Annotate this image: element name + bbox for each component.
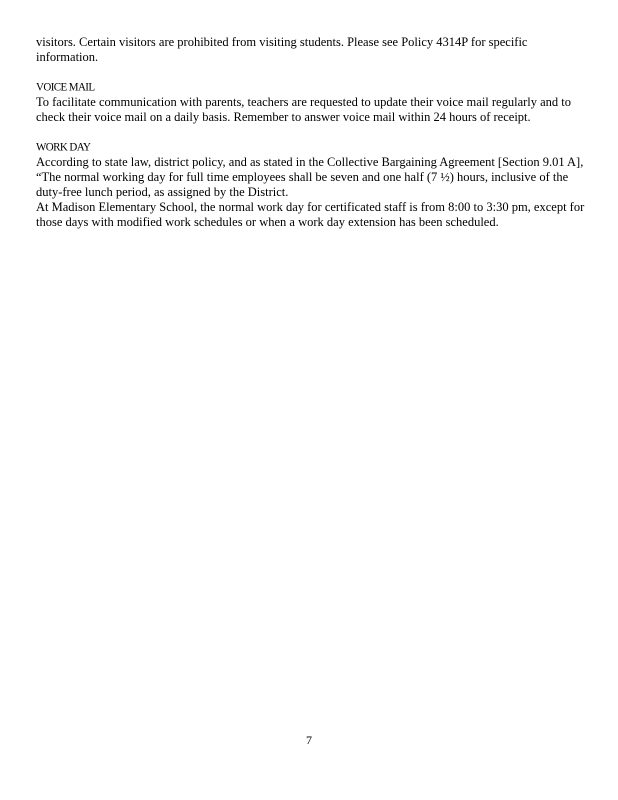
work-day-paragraph-1: According to state law, district policy, and as stated in the Collective Bargaining Agreement [Section 9.01 A], “The normal working day for full time employees shall be seven and one half (7 ½) hours, inclusive of the duty-free lunch period, as assigned by the District. [36, 155, 584, 199]
paragraph-spacer [36, 65, 592, 80]
paragraph-spacer [36, 125, 592, 140]
page-content [36, 35, 592, 230]
work-day-heading: WORK DAY [36, 141, 91, 154]
voice-mail-heading: VOICE MAIL [36, 81, 95, 94]
work-day-paragraph-2: At Madison Elementary School, the normal work day for certificated staff is from 8:00 to 3:30 pm, except for those days with modified work schedules or when a work day extension has been scheduled. [36, 200, 585, 229]
page-number: 7 [306, 733, 312, 747]
intro-paragraph: visitors. Certain visitors are prohibited from visiting students. Please see Policy 4314P for specific information. [36, 35, 528, 64]
voice-mail-paragraph: To facilitate communication with parents, teachers are requested to update their voice mail regularly and to check their voice mail on a daily basis. Remember to answer voice mail within 24 hours of receipt. [36, 95, 572, 124]
